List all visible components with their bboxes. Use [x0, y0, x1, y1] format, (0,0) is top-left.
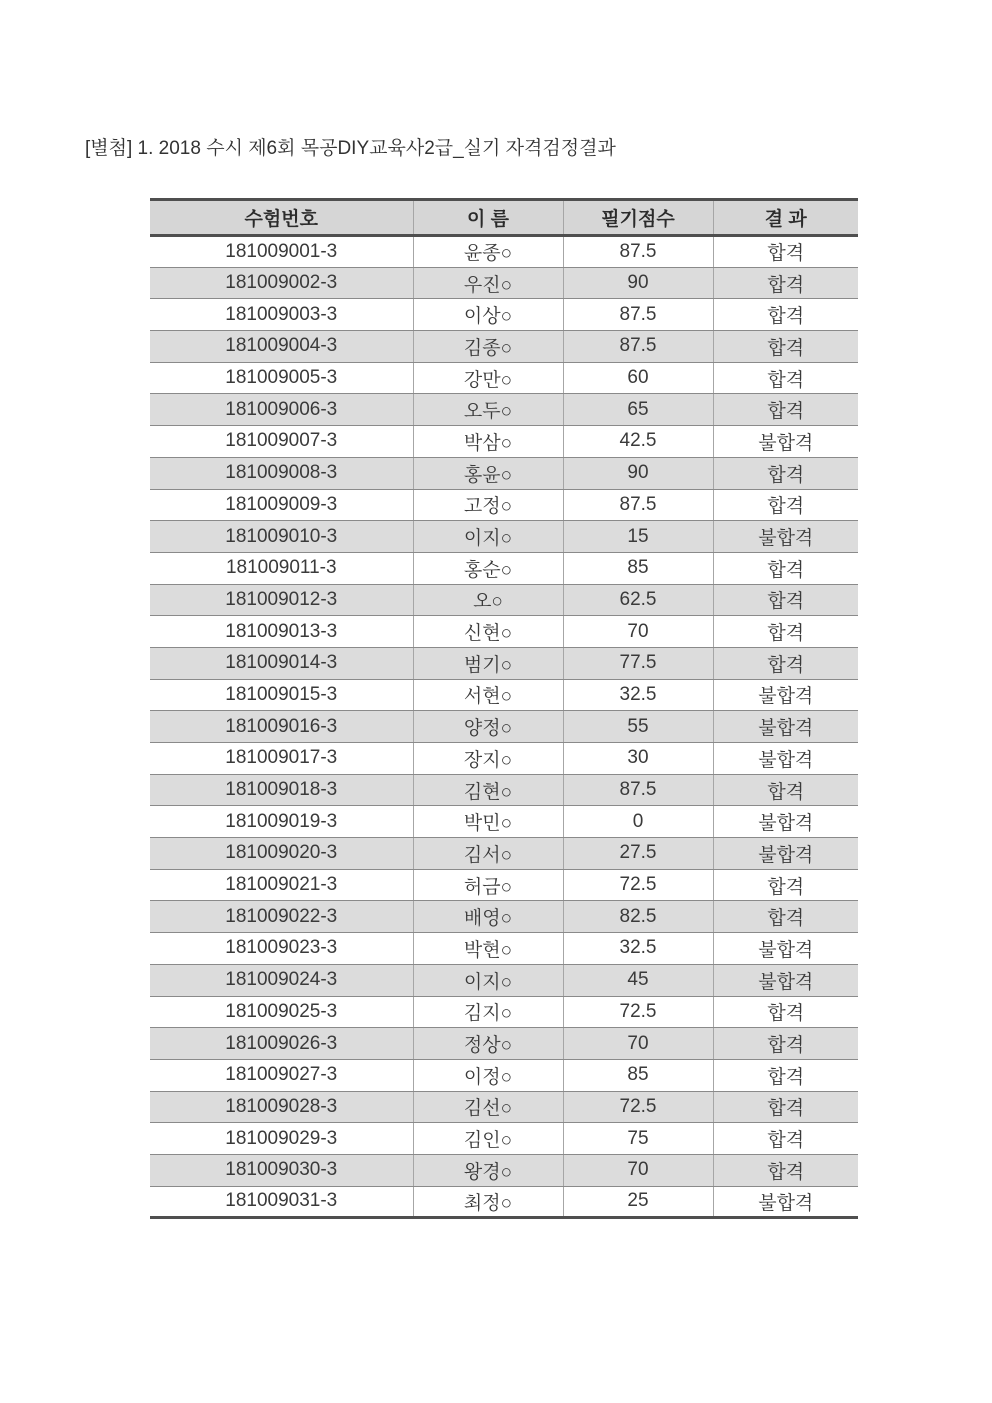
- table-row: [150, 774, 858, 806]
- cell-result: 합격: [713, 457, 858, 489]
- cell-result: 합격: [713, 489, 858, 521]
- cell-written-score: 72.5: [563, 869, 713, 901]
- table-row: [150, 267, 858, 299]
- col-header-exam-number: 수험번호: [150, 200, 413, 236]
- cell-result: 합격: [713, 552, 858, 584]
- cell-name: 신현○: [413, 616, 563, 648]
- cell-result: 불합격: [713, 743, 858, 775]
- cell-exam-number: 181009028-3: [150, 1091, 413, 1123]
- table-row: [150, 616, 858, 648]
- cell-result: 합격: [713, 584, 858, 616]
- table-row: [150, 964, 858, 996]
- table-row: [150, 679, 858, 711]
- cell-written-score: 75: [563, 1123, 713, 1155]
- cell-name: 오○: [413, 584, 563, 616]
- cell-exam-number: 181009001-3: [150, 236, 413, 268]
- table-row: [150, 489, 858, 521]
- cell-written-score: 70: [563, 616, 713, 648]
- cell-result: 합격: [713, 1154, 858, 1186]
- col-header-result: 결 과: [713, 200, 858, 236]
- cell-result: 합격: [713, 996, 858, 1028]
- cell-result: 합격: [713, 362, 858, 394]
- cell-exam-number: 181009003-3: [150, 299, 413, 331]
- table-row: [150, 838, 858, 870]
- cell-result: 불합격: [713, 679, 858, 711]
- table-row: [150, 1154, 858, 1186]
- cell-written-score: 87.5: [563, 331, 713, 363]
- cell-result: 불합격: [713, 806, 858, 838]
- cell-name: 정상○: [413, 1028, 563, 1060]
- cell-exam-number: 181009020-3: [150, 838, 413, 870]
- cell-exam-number: 181009005-3: [150, 362, 413, 394]
- cell-exam-number: 181009007-3: [150, 426, 413, 458]
- cell-written-score: 15: [563, 521, 713, 553]
- table-row: [150, 331, 858, 363]
- cell-name: 이정○: [413, 1059, 563, 1091]
- cell-name: 우진○: [413, 267, 563, 299]
- cell-written-score: 0: [563, 806, 713, 838]
- table-row: [150, 1028, 858, 1060]
- cell-name: 고정○: [413, 489, 563, 521]
- cell-written-score: 77.5: [563, 647, 713, 679]
- cell-name: 김지○: [413, 996, 563, 1028]
- cell-result: 불합격: [713, 964, 858, 996]
- cell-written-score: 87.5: [563, 236, 713, 268]
- cell-name: 양정○: [413, 711, 563, 743]
- cell-written-score: 72.5: [563, 996, 713, 1028]
- cell-exam-number: 181009015-3: [150, 679, 413, 711]
- cell-written-score: 45: [563, 964, 713, 996]
- cell-exam-number: 181009018-3: [150, 774, 413, 806]
- cell-written-score: 25: [563, 1186, 713, 1218]
- cell-exam-number: 181009006-3: [150, 394, 413, 426]
- cell-written-score: 60: [563, 362, 713, 394]
- cell-exam-number: 181009027-3: [150, 1059, 413, 1091]
- cell-name: 박삼○: [413, 426, 563, 458]
- cell-exam-number: 181009017-3: [150, 743, 413, 775]
- table-row: [150, 236, 858, 268]
- cell-written-score: 32.5: [563, 679, 713, 711]
- table-row: [150, 521, 858, 553]
- cell-written-score: 87.5: [563, 774, 713, 806]
- cell-name: 최정○: [413, 1186, 563, 1218]
- cell-exam-number: 181009029-3: [150, 1123, 413, 1155]
- cell-written-score: 82.5: [563, 901, 713, 933]
- cell-name: 이지○: [413, 521, 563, 553]
- cell-exam-number: 181009022-3: [150, 901, 413, 933]
- cell-exam-number: 181009010-3: [150, 521, 413, 553]
- cell-result: 불합격: [713, 711, 858, 743]
- cell-result: 합격: [713, 774, 858, 806]
- cell-written-score: 90: [563, 457, 713, 489]
- cell-written-score: 85: [563, 1059, 713, 1091]
- cell-exam-number: 181009019-3: [150, 806, 413, 838]
- cell-written-score: 90: [563, 267, 713, 299]
- cell-result: 합격: [713, 394, 858, 426]
- cell-result: 합격: [713, 1123, 858, 1155]
- table-row: [150, 1186, 858, 1218]
- cell-written-score: 65: [563, 394, 713, 426]
- cell-exam-number: 181009013-3: [150, 616, 413, 648]
- cell-result: 합격: [713, 647, 858, 679]
- cell-written-score: 87.5: [563, 489, 713, 521]
- cell-name: 서현○: [413, 679, 563, 711]
- cell-exam-number: 181009030-3: [150, 1154, 413, 1186]
- cell-result: 합격: [713, 267, 858, 299]
- col-header-written-score: 필기점수: [563, 200, 713, 236]
- cell-result: 합격: [713, 299, 858, 331]
- cell-name: 배영○: [413, 901, 563, 933]
- cell-name: 강만○: [413, 362, 563, 394]
- cell-name: 홍윤○: [413, 457, 563, 489]
- cell-name: 김현○: [413, 774, 563, 806]
- cell-exam-number: 181009016-3: [150, 711, 413, 743]
- cell-result: 불합격: [713, 521, 858, 553]
- cell-written-score: 27.5: [563, 838, 713, 870]
- cell-name: 김종○: [413, 331, 563, 363]
- table-row: [150, 457, 858, 489]
- cell-exam-number: 181009025-3: [150, 996, 413, 1028]
- cell-exam-number: 181009008-3: [150, 457, 413, 489]
- cell-written-score: 72.5: [563, 1091, 713, 1123]
- cell-written-score: 32.5: [563, 933, 713, 965]
- table-row: [150, 552, 858, 584]
- cell-written-score: 30: [563, 743, 713, 775]
- cell-name: 김서○: [413, 838, 563, 870]
- cell-name: 윤종○: [413, 236, 563, 268]
- results-table: [150, 198, 858, 1219]
- table-row: [150, 806, 858, 838]
- cell-exam-number: 181009004-3: [150, 331, 413, 363]
- table-row: [150, 1059, 858, 1091]
- table-row: [150, 901, 858, 933]
- table-body: [150, 236, 858, 1218]
- cell-name: 홍순○: [413, 552, 563, 584]
- cell-result: 합격: [713, 1028, 858, 1060]
- cell-result: 합격: [713, 1091, 858, 1123]
- table-row: [150, 299, 858, 331]
- table-row: [150, 996, 858, 1028]
- cell-result: 합격: [713, 331, 858, 363]
- table-row: [150, 743, 858, 775]
- cell-written-score: 87.5: [563, 299, 713, 331]
- document-title: [별첨] 1. 2018 수시 제6회 목공DIY교육사2급_실기 자격검정결과: [85, 138, 616, 159]
- table-row: [150, 711, 858, 743]
- cell-exam-number: 181009009-3: [150, 489, 413, 521]
- cell-name: 박현○: [413, 933, 563, 965]
- cell-exam-number: 181009012-3: [150, 584, 413, 616]
- cell-exam-number: 181009011-3: [150, 552, 413, 584]
- cell-written-score: 55: [563, 711, 713, 743]
- cell-name: 이지○: [413, 964, 563, 996]
- table-row: [150, 426, 858, 458]
- cell-name: 장지○: [413, 743, 563, 775]
- cell-written-score: 42.5: [563, 426, 713, 458]
- table-row: [150, 584, 858, 616]
- cell-result: 합격: [713, 869, 858, 901]
- cell-name: 이상○: [413, 299, 563, 331]
- cell-written-score: 62.5: [563, 584, 713, 616]
- cell-name: 범기○: [413, 647, 563, 679]
- col-header-name: 이 름: [413, 200, 563, 236]
- cell-exam-number: 181009024-3: [150, 964, 413, 996]
- cell-exam-number: 181009023-3: [150, 933, 413, 965]
- cell-result: 불합격: [713, 838, 858, 870]
- cell-result: 불합격: [713, 1186, 858, 1218]
- cell-exam-number: 181009026-3: [150, 1028, 413, 1060]
- cell-result: 합격: [713, 616, 858, 648]
- table-row: [150, 362, 858, 394]
- cell-result: 합격: [713, 901, 858, 933]
- cell-name: 김인○: [413, 1123, 563, 1155]
- cell-written-score: 85: [563, 552, 713, 584]
- cell-result: 불합격: [713, 933, 858, 965]
- cell-name: 김선○: [413, 1091, 563, 1123]
- table-row: [150, 1123, 858, 1155]
- cell-written-score: 70: [563, 1028, 713, 1060]
- table-row: [150, 647, 858, 679]
- cell-name: 허금○: [413, 869, 563, 901]
- cell-exam-number: 181009031-3: [150, 1186, 413, 1218]
- cell-name: 왕경○: [413, 1154, 563, 1186]
- cell-exam-number: 181009014-3: [150, 647, 413, 679]
- cell-name: 오두○: [413, 394, 563, 426]
- table-row: [150, 869, 858, 901]
- cell-result: 불합격: [713, 426, 858, 458]
- cell-result: 합격: [713, 1059, 858, 1091]
- cell-result: 합격: [713, 236, 858, 268]
- cell-written-score: 70: [563, 1154, 713, 1186]
- table-header-row: [150, 200, 858, 236]
- cell-exam-number: 181009002-3: [150, 267, 413, 299]
- table-row: [150, 394, 858, 426]
- table-row: [150, 1091, 858, 1123]
- cell-exam-number: 181009021-3: [150, 869, 413, 901]
- table-row: [150, 933, 858, 965]
- cell-name: 박민○: [413, 806, 563, 838]
